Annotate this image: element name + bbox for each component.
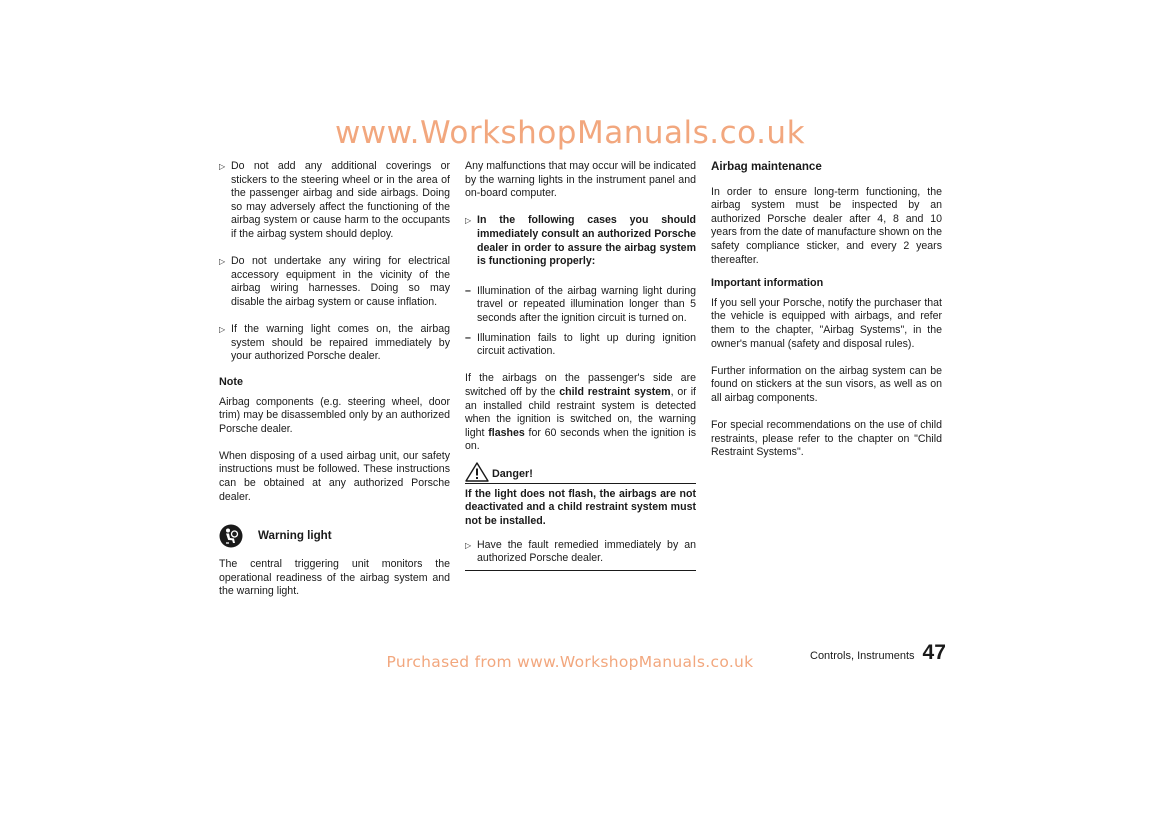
danger-heading	[465, 462, 696, 484]
text-run: , or if an installed child restraint system is detected when the ignition is switched on, the warning light	[465, 385, 696, 439]
dash-bullet-icon: –	[465, 284, 471, 297]
important-information-heading: Important information	[711, 277, 824, 290]
bold-bullet-text: In the following cases you should immediately consult an authorized Porsche dealer in order to assure the airbag system is functioning properly:	[477, 214, 696, 268]
triangle-bullet-icon: ▷	[219, 257, 226, 267]
dash-item	[465, 285, 696, 326]
maintenance-paragraph: In order to ensure long-term functioning, the airbag system must be inspected by an authorized Porsche dealer after 4, 8 and 10 years from the date of manufacture shown on the safety compliance sticker, and every 2 years thereafter.	[711, 185, 942, 266]
child-restraint-paragraph	[465, 372, 696, 454]
column-left	[219, 160, 450, 613]
triangle-bullet-icon: ▷	[219, 325, 226, 335]
danger-text: If the light does not flash, the airbags are not deactivated and a child restraint system must not be installed.	[465, 487, 696, 528]
watermark-top: www.WorkshopManuals.co.uk	[334, 115, 806, 151]
warning-light-heading	[219, 524, 450, 548]
bullet-item	[219, 160, 450, 242]
column-right	[711, 160, 942, 473]
bullet-item	[465, 539, 696, 566]
info-paragraph: Further information on the airbag system can be found on stickers at the sun visors, as well as on all airbag components.	[711, 364, 942, 404]
note-paragraph: When disposing of a used airbag unit, our safety instructions must be followed. These instructions can be obtained at any authorized Porsche dealer.	[219, 449, 450, 503]
dash-item	[465, 332, 696, 359]
watermark-bottom: Purchased from www.WorkshopManuals.co.uk	[386, 653, 754, 671]
warning-light-title: Warning light	[258, 529, 332, 543]
column-middle	[465, 160, 696, 571]
page-footer	[810, 641, 946, 664]
bullet-item	[219, 255, 450, 309]
triangle-bullet-icon: ▷	[219, 162, 226, 171]
malfunction-paragraph: Any malfunctions that may occur will be indicated by the warning lights in the instrument panel and on-board computer.	[465, 160, 696, 200]
info-paragraph: For special recommendations on the use of child restraints, please refer to the chapter on "Child Restraint Systems".	[711, 419, 942, 459]
footer-section-title: Controls, Instruments	[810, 650, 915, 662]
text-run-bold: child restraint system	[559, 385, 671, 398]
danger-label: Danger!	[492, 468, 533, 481]
bold-bullet-item	[465, 214, 696, 268]
danger-triangle-icon	[465, 462, 489, 482]
triangle-bullet-icon: ▷	[465, 216, 472, 226]
airbag-warning-icon	[219, 524, 243, 548]
info-paragraph: If you sell your Porsche, notify the purchaser that the vehicle is equipped with airbags, and refer them to the chapter, "Airbag Systems", in the owner's manual (safety and disposal rules).	[711, 296, 942, 350]
note-paragraph: Airbag components (e.g. steering wheel, door trim) may be disassembled only by an authorized Porsche dealer.	[219, 395, 450, 435]
dash-text: Illumination of the airbag warning light during travel or repeated illumination longer than 5 seconds after the ignition circuit is turned on.	[477, 284, 696, 324]
bullet-text: Do not undertake any wiring for electrical accessory equipment in the vicinity of the airbag wiring harnesses. Doing so may disable the airbag system or cause inflation.	[231, 255, 450, 308]
text-run: for 60 seconds when the ignition is on.	[465, 426, 696, 453]
triangle-bullet-icon: ▷	[465, 540, 472, 550]
warning-light-text: The central triggering unit monitors the operational readiness of the airbag system and the warning light.	[219, 558, 450, 598]
text-run: If the airbags on the passenger's side are switched off by the	[465, 372, 696, 398]
dash-bullet-icon: –	[465, 331, 471, 344]
dash-text: Illumination fails to light up during ignition circuit activation.	[477, 331, 696, 358]
airbag-maintenance-heading: Airbag maintenance	[711, 160, 822, 173]
bullet-text: Have the fault remedied immediately by an authorized Porsche dealer.	[477, 538, 696, 565]
bullet-text: Do not add any additional coverings or stickers to the steering wheel or in the area of the passenger airbag and side airbags. Doing so may adversely affect the functioning of the airbag system or cause harm to the occupants if the airbag system should deploy.	[231, 160, 450, 240]
page-number: 47	[922, 641, 946, 664]
text-run-bold: flashes	[488, 426, 525, 439]
note-heading: Note	[219, 375, 243, 388]
bullet-text: If the warning light comes on, the airbag system should be repaired immediately by your authorized Porsche dealer.	[231, 323, 450, 363]
bullet-item	[219, 323, 450, 364]
danger-end-rule	[465, 570, 696, 571]
